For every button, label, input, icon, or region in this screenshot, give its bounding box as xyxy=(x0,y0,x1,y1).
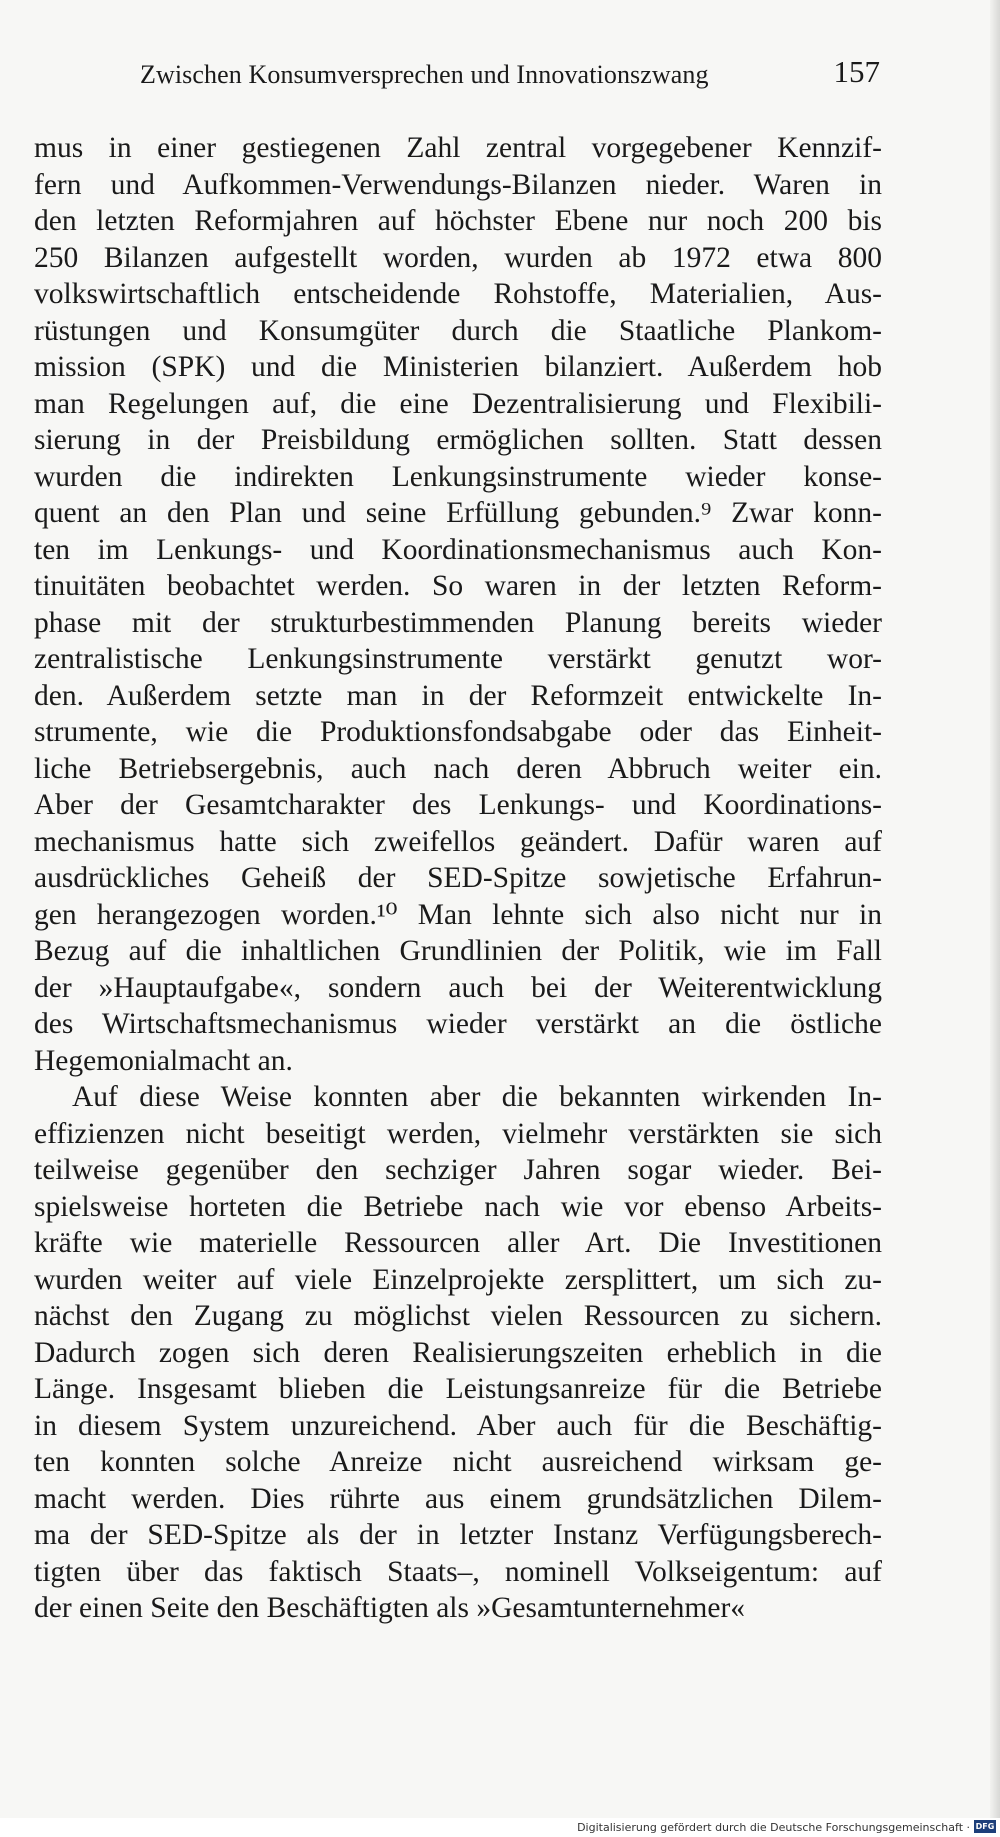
text-line: sierung in der Preisbildung ermöglichen sollten. Statt dessen xyxy=(34,424,882,456)
text-line: nächst den Zugang zu möglichst vielen Ressourcen zu sichern. xyxy=(34,1300,882,1332)
text-line: den. Außerdem setzte man in der Reformzeit entwickelte In- xyxy=(34,679,882,712)
paragraph xyxy=(34,130,882,1079)
text-line: mechanismus hatte sich zweifellos geändert. Dafür waren auf xyxy=(34,825,882,858)
page-edge-shadow xyxy=(990,0,1000,1818)
text-line: liche Betriebsergebnis, auch nach deren Abbruch weiter ein. xyxy=(34,752,882,785)
text-line: quent an den Plan und seine Erfüllung gebunden.⁹ Zwar konn- xyxy=(34,497,882,529)
text-line: der »Hauptaufgabe«, sondern auch bei der Weiterentwicklung xyxy=(34,971,882,1004)
text-line: spielsweise horteten die Betriebe nach wie vor ebenso Arbeits- xyxy=(34,1190,882,1223)
text-line: teilweise gegenüber den sechziger Jahren sogar wieder. Bei- xyxy=(34,1154,882,1186)
text-line: Hegemonialmacht an. xyxy=(34,1044,293,1077)
text-line: mission (SPK) und die Ministerien bilanziert. Außerdem hob xyxy=(34,351,882,383)
text-line: ausdrückliches Geheiß der SED-Spitze sowjetische Erfahrun- xyxy=(34,862,882,894)
text-line: man Regelungen auf, die eine Dezentralisierung und Flexibili- xyxy=(34,387,882,420)
text-line: fern und Aufkommen-Verwendungs-Bilanzen nieder. Waren in xyxy=(34,168,882,201)
text-line: strumente, wie die Produktionsfondsabgabe oder das Einheit- xyxy=(34,716,882,748)
digitization-note: Digitalisierung gefördert durch die Deutsche Forschungsgemeinschaft · xyxy=(577,1821,970,1834)
body-text xyxy=(34,130,882,1627)
text-line: phase mit der strukturbestimmenden Planung bereits wieder xyxy=(34,606,882,639)
text-line: Bezug auf die inhaltlichen Grundlinien der Politik, wie im Fall xyxy=(34,935,882,967)
dfg-logo-icon: DFG xyxy=(975,1822,995,1831)
text-line: ten konnten solche Anreize nicht ausreichend wirksam ge- xyxy=(34,1446,882,1478)
page-number: 157 xyxy=(833,54,880,89)
text-line: rüstungen und Konsumgüter durch die Staatliche Plankom- xyxy=(34,314,882,347)
text-line: der einen Seite den Beschäftigten als »Gesamtunternehmer« xyxy=(34,1592,746,1624)
running-header xyxy=(140,54,880,102)
text-line: des Wirtschaftsmechanismus wieder verstärkt an die östliche xyxy=(34,1008,882,1040)
text-line: Länge. Insgesamt blieben die Leistungsanreize für die Betriebe xyxy=(34,1373,882,1405)
text-line: volkswirtschaftlich entscheidende Rohstoffe, Materialien, Aus- xyxy=(34,278,882,310)
text-line: in diesem System unzureichend. Aber auch für die Beschäftig- xyxy=(34,1409,882,1442)
text-line: macht werden. Dies rührte aus einem grundsätzlichen Dilem- xyxy=(34,1482,882,1515)
text-line: wurden weiter auf viele Einzelprojekte zersplittert, um sich zu- xyxy=(34,1263,882,1296)
text-line: ma der SED-Spitze als der in letzter Instanz Verfügungsberech- xyxy=(34,1519,882,1551)
text-line: effizienzen nicht beseitigt werden, vielmehr verstärkten sie sich xyxy=(34,1117,882,1150)
text-line: Auf diese Weise konnten aber die bekannten wirkenden In- xyxy=(72,1081,882,1113)
text-line: 250 Bilanzen aufgestellt worden, wurden ab 1972 etwa 800 xyxy=(34,241,882,274)
text-line: Aber der Gesamtcharakter des Lenkungs- und Koordinations- xyxy=(34,789,882,821)
text-line: gen herangezogen worden.¹⁰ Man lehnte sich also nicht nur in xyxy=(34,898,882,931)
text-line: Dadurch zogen sich deren Realisierungszeiten erheblich in die xyxy=(34,1336,882,1369)
text-line: kräfte wie materielle Ressourcen aller Art. Die Investitionen xyxy=(34,1227,882,1259)
text-line: wurden die indirekten Lenkungsinstrumente wieder konse- xyxy=(34,460,882,493)
digitization-footer xyxy=(0,1818,1000,1837)
running-title: Zwischen Konsumversprechen und Innovationszwang xyxy=(140,60,709,89)
text-line: ten im Lenkungs- und Koordinationsmechanismus auch Kon- xyxy=(34,533,882,566)
text-line: tigten über das faktisch Staats–, nominell Volkseigentum: auf xyxy=(34,1555,882,1588)
text-line: den letzten Reformjahren auf höchster Ebene nur noch 200 bis xyxy=(34,205,882,237)
text-line: zentralistische Lenkungsinstrumente verstärkt genutzt wor- xyxy=(34,643,882,675)
text-line: mus in einer gestiegenen Zahl zentral vorgegebener Kennzif- xyxy=(34,132,882,164)
text-line: tinuitäten beobachtet werden. So waren in der letzten Reform- xyxy=(34,570,882,602)
paragraph xyxy=(34,1079,882,1627)
